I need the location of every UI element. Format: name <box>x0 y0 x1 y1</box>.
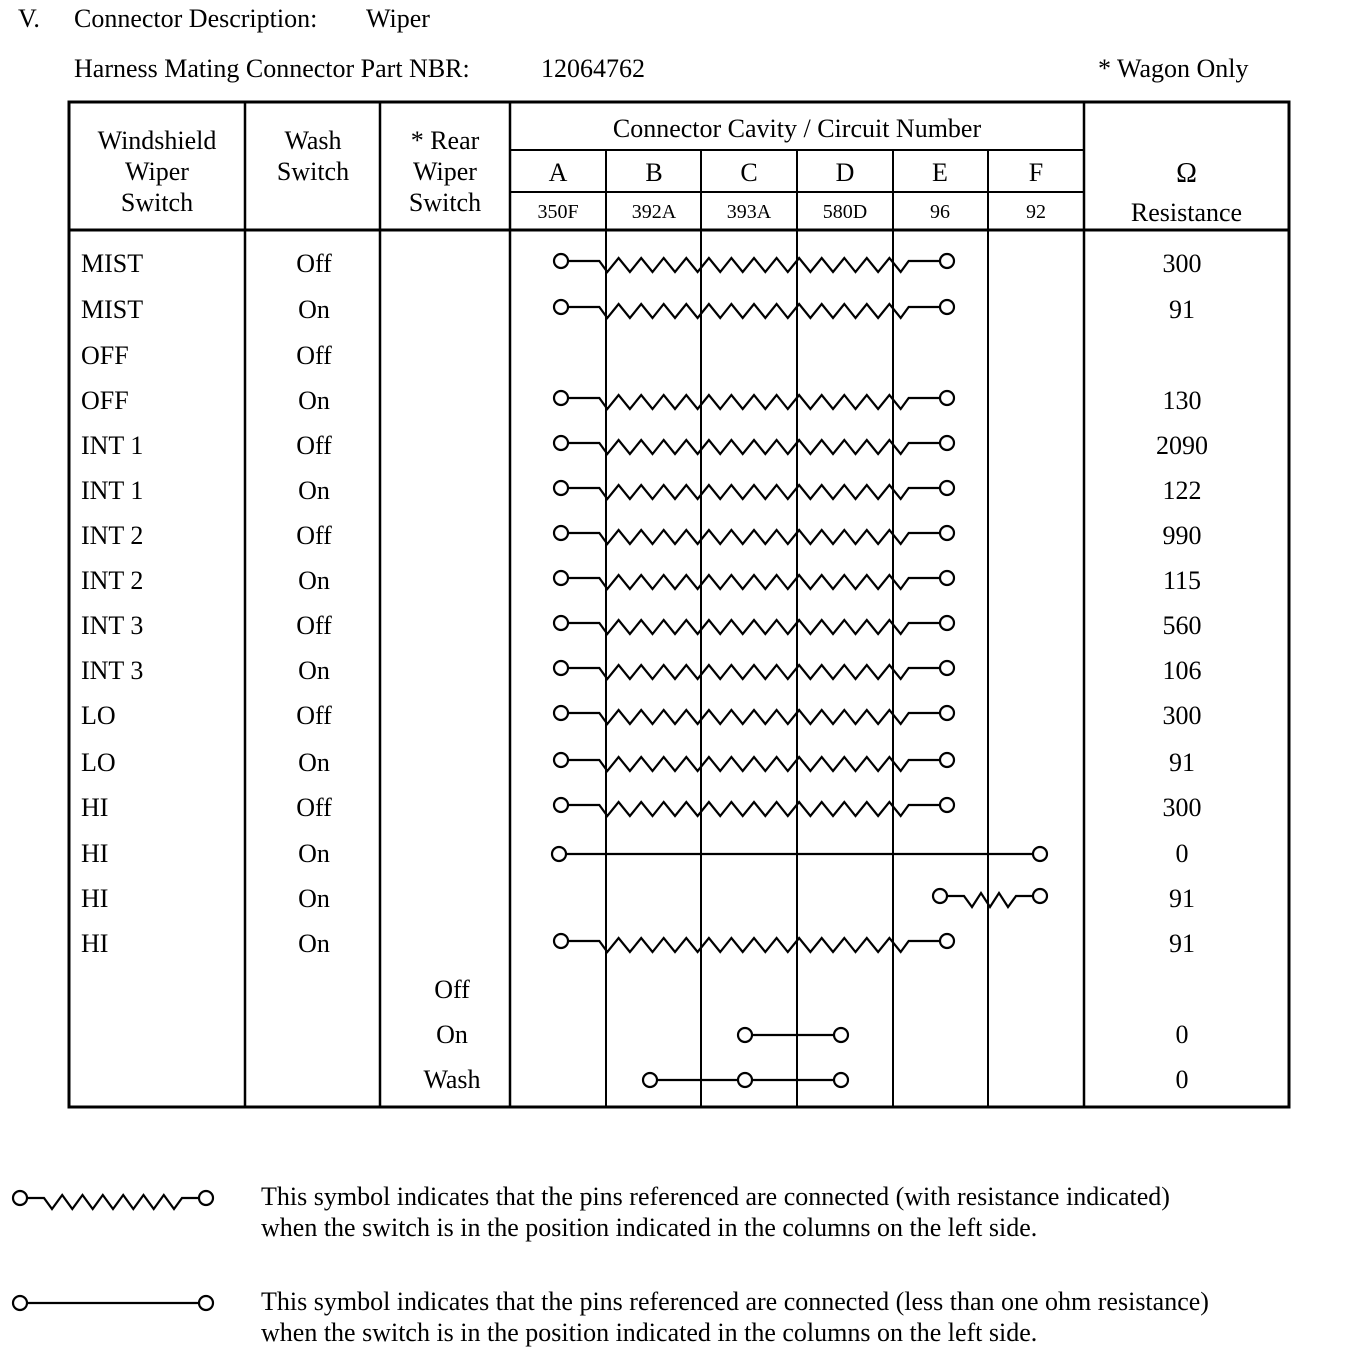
description-label: Connector Description: <box>74 4 318 33</box>
row-wash-value: On <box>298 884 330 913</box>
pin-terminal <box>940 753 954 767</box>
row-resistance-value: 91 <box>1169 295 1195 324</box>
pin-terminal <box>554 753 568 767</box>
row-resistance-value: 106 <box>1162 656 1202 685</box>
row-resistance-value: 300 <box>1162 249 1202 278</box>
row-windshield-value: INT 2 <box>81 521 144 550</box>
row-resistance-value: 91 <box>1169 748 1195 777</box>
description-value: Wiper <box>366 4 430 33</box>
resistor-symbol <box>568 665 940 679</box>
row-resistance-value: 300 <box>1162 793 1202 822</box>
row-windshield-value: LO <box>81 748 116 777</box>
pin-terminal <box>1033 889 1047 903</box>
row-rear-value: Wash <box>423 1065 481 1094</box>
row-resistance-value: 300 <box>1162 701 1202 730</box>
legend-text-line: when the switch is in the position indicated in the columns on the left side. <box>261 1213 1038 1242</box>
row-resistance-value: 2090 <box>1156 431 1208 460</box>
resistor-symbol <box>568 802 940 816</box>
pin-terminal <box>834 1028 848 1042</box>
row-resistance-value: 91 <box>1169 884 1195 913</box>
pin-terminal <box>554 436 568 450</box>
row-windshield-value: MIST <box>81 249 144 278</box>
row-windshield-value: INT 3 <box>81 656 144 685</box>
row-windshield-value: OFF <box>81 341 129 370</box>
cavity-letter-b: B <box>645 158 663 187</box>
pin-terminal <box>552 847 566 861</box>
row-wash-value: Off <box>296 793 332 822</box>
row-wash-value: On <box>298 929 330 958</box>
legend-text-line: This symbol indicates that the pins referenced are connected (less than one ohm resistance) <box>261 1287 1209 1316</box>
row-wash-value: Off <box>296 249 332 278</box>
pin-terminal <box>554 571 568 585</box>
resistor-symbol <box>568 757 940 771</box>
resistor-symbol <box>568 938 940 952</box>
row-windshield-value: INT 2 <box>81 566 144 595</box>
cavity-letter-a: A <box>548 158 568 187</box>
row-wash-value: On <box>298 839 330 868</box>
pin-terminal <box>13 1296 27 1310</box>
pin-terminal <box>940 706 954 720</box>
row-windshield-value: INT 1 <box>81 431 144 460</box>
pin-terminal <box>199 1296 213 1310</box>
pin-terminal <box>554 481 568 495</box>
pin-terminal <box>199 1191 213 1205</box>
row-windshield-value: HI <box>81 793 109 822</box>
cavity-header: Connector Cavity / Circuit Number <box>612 114 982 143</box>
pin-terminal <box>554 254 568 268</box>
row-resistance-value: 990 <box>1162 521 1202 550</box>
pin-terminal <box>554 391 568 405</box>
row-resistance-value: 0 <box>1175 1065 1189 1094</box>
row-wash-value: On <box>298 748 330 777</box>
resistor-symbol <box>568 304 940 318</box>
pin-terminal <box>554 798 568 812</box>
row-windshield-value: INT 1 <box>81 476 144 505</box>
row-windshield-value: MIST <box>81 295 144 324</box>
cavity-circuit-a: 350F <box>537 201 579 223</box>
row-rear-value: Off <box>434 975 470 1004</box>
row-wash-value: On <box>298 566 330 595</box>
resistor-symbol <box>568 710 940 724</box>
resistor-symbol <box>568 485 940 499</box>
header-line: Switch <box>276 157 350 186</box>
pin-terminal <box>940 436 954 450</box>
section-number: V. <box>18 4 40 33</box>
resistor-symbol <box>568 530 940 544</box>
pin-terminal <box>933 889 947 903</box>
row-wash-value: On <box>298 656 330 685</box>
header-line: Wiper <box>413 157 477 186</box>
pin-terminal <box>940 391 954 405</box>
header-line: Switch <box>120 188 194 217</box>
row-windshield-value: HI <box>81 929 109 958</box>
cavity-circuit-b: 392A <box>631 201 677 223</box>
pin-terminal <box>554 934 568 948</box>
resistor-symbol <box>27 1195 199 1209</box>
pin-terminal <box>834 1073 848 1087</box>
resistor-symbol <box>568 440 940 454</box>
legend-text-line: This symbol indicates that the pins referenced are connected (with resistance indicated) <box>261 1182 1170 1211</box>
pin-terminal <box>940 526 954 540</box>
row-resistance-value: 91 <box>1169 929 1195 958</box>
part-label: Harness Mating Connector Part NBR: <box>74 54 470 83</box>
ohm-symbol: Ω <box>1176 158 1197 189</box>
cavity-letter-f: F <box>1028 158 1044 187</box>
row-resistance-value: 122 <box>1162 476 1202 505</box>
pin-terminal <box>554 706 568 720</box>
row-wash-value: Off <box>296 611 332 640</box>
cavity-letter-e: E <box>932 158 948 187</box>
row-resistance-value: 560 <box>1162 611 1202 640</box>
resistor-symbol <box>568 575 940 589</box>
row-wash-value: Off <box>296 701 332 730</box>
cavity-letter-c: C <box>740 158 758 187</box>
row-wash-value: On <box>298 476 330 505</box>
pin-terminal <box>940 571 954 585</box>
pin-terminal <box>554 661 568 675</box>
pin-terminal <box>1033 847 1047 861</box>
row-wash-value: Off <box>296 431 332 460</box>
cavity-circuit-f: 92 <box>1026 201 1046 223</box>
resistor-symbol <box>947 893 1033 907</box>
row-wash-value: On <box>298 386 330 415</box>
header-line: Windshield <box>97 126 217 155</box>
header-line: Wiper <box>125 157 189 186</box>
pin-terminal <box>940 481 954 495</box>
cavity-circuit-d: 580D <box>822 201 868 223</box>
pin-terminal <box>554 616 568 630</box>
pin-terminal <box>940 300 954 314</box>
row-resistance-value: 130 <box>1162 386 1202 415</box>
cavity-circuit-e: 96 <box>930 201 950 223</box>
part-value: 12064762 <box>541 54 645 83</box>
pin-terminal <box>13 1191 27 1205</box>
pin-terminal <box>738 1028 752 1042</box>
resistor-symbol <box>568 395 940 409</box>
header-line: Wash <box>284 126 342 155</box>
pin-terminal <box>554 300 568 314</box>
resistance-header: Resistance <box>1130 198 1243 227</box>
resistor-symbol <box>568 620 940 634</box>
pin-terminal <box>940 934 954 948</box>
pin-terminal <box>643 1073 657 1087</box>
row-wash-value: On <box>298 295 330 324</box>
pin-terminal <box>554 526 568 540</box>
pin-terminal <box>738 1073 752 1087</box>
cavity-letter-d: D <box>835 158 855 187</box>
cavity-circuit-c: 393A <box>726 201 772 223</box>
row-resistance-value: 0 <box>1175 1020 1189 1049</box>
row-windshield-value: OFF <box>81 386 129 415</box>
row-windshield-value: LO <box>81 701 116 730</box>
pin-terminal <box>940 798 954 812</box>
header-line: * Rear <box>410 126 480 155</box>
row-windshield-value: INT 3 <box>81 611 144 640</box>
wagon-note: * Wagon Only <box>1098 54 1249 83</box>
legend-text-line: when the switch is in the position indicated in the columns on the left side. <box>261 1318 1038 1347</box>
pin-terminal <box>940 616 954 630</box>
header-line: Switch <box>408 188 482 217</box>
row-wash-value: Off <box>296 521 332 550</box>
row-resistance-value: 115 <box>1162 566 1202 595</box>
row-windshield-value: HI <box>81 884 109 913</box>
row-resistance-value: 0 <box>1175 839 1189 868</box>
row-windshield-value: HI <box>81 839 109 868</box>
pin-terminal <box>940 661 954 675</box>
row-rear-value: On <box>436 1020 468 1049</box>
pin-terminal <box>940 254 954 268</box>
row-wash-value: Off <box>296 341 332 370</box>
resistor-symbol <box>568 258 940 272</box>
